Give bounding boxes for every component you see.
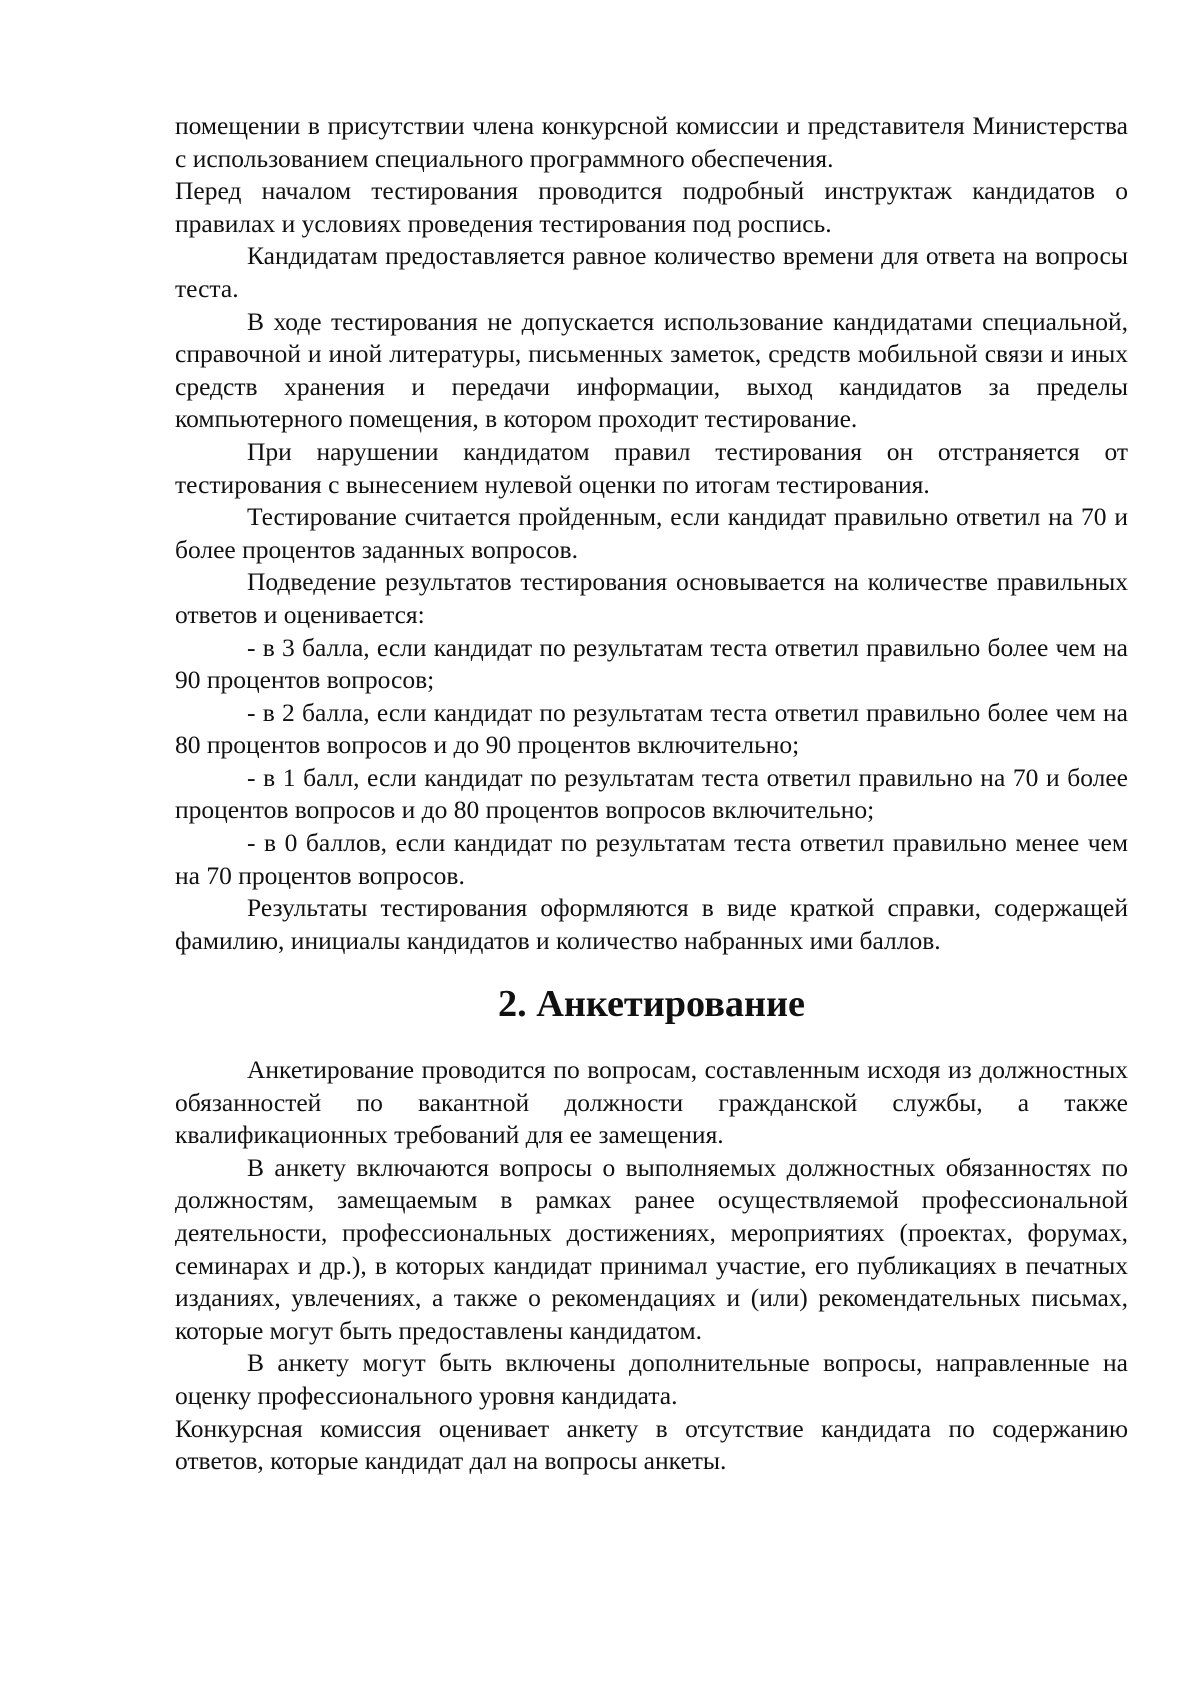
paragraph: Кандидатам предоставляется равное количество времени для ответа на вопросы теста. bbox=[175, 241, 1128, 303]
paragraph: Перед началом тестирования проводится подробный инструктаж кандидатов о правилах и условиях проведения тестирования под роспись. bbox=[175, 176, 1128, 238]
paragraph: В анкету включаются вопросы о выполняемых должностных обязанностях по должностям, замещаемым в рамках ранее осуществляемой профессиональной деятельности, профессиональных достижениях, мероприятиях (проектах, форумах, семинарах и др.), в которых кандидат принимал участие, его публикациях в печатных изданиях, увлечениях, а также о рекомендациях и (или) рекомендательных письмах, которые могут быть предоставлены кандидатом. bbox=[175, 1152, 1128, 1345]
paragraph: Результаты тестирования оформляются в виде краткой справки, содержащей фамилию, инициалы кандидатов и количество набранных ими баллов. bbox=[175, 893, 1128, 955]
list-item-score-3: - в 3 балла, если кандидат по результатам теста ответил правильно более чем на 90 процентов вопросов; bbox=[175, 632, 1128, 695]
paragraph: Тестирование считается пройденным, если кандидат правильно ответил на 70 и более процентов заданных вопросов. bbox=[175, 502, 1128, 564]
paragraph: Конкурсная комиссия оценивает анкету в отсутствие кандидата по содержанию ответов, которые кандидат дал на вопросы анкеты. bbox=[175, 1413, 1128, 1476]
paragraph: помещении в присутствии члена конкурсной комиссии и представителя Министерства с использованием специального программного обеспечения. bbox=[175, 111, 1128, 173]
list-item-score-1: - в 1 балл, если кандидат по результатам теста ответил правильно на 70 и более процентов вопросов и до 80 процентов вопросов включительно; bbox=[175, 762, 1128, 825]
paragraph: Подведение результатов тестирования основывается на количестве правильных ответов и оценивается: bbox=[175, 567, 1128, 629]
paragraph: В анкету могут быть включены дополнительные вопросы, направленные на оценку профессионального уровня кандидата. bbox=[175, 1348, 1128, 1410]
paragraph: При нарушении кандидатом правил тестирования он отстраняется от тестирования с вынесением нулевой оценки по итогам тестирования. bbox=[175, 436, 1128, 499]
section-heading: 2. Анкетирование bbox=[497, 983, 806, 1026]
paragraph: Анкетирование проводится по вопросам, составленным исходя из должностных обязанностей по вакантной должности гражданской службы, а также квалификационных требований для ее замещения. bbox=[175, 1055, 1128, 1150]
section-questionnaire bbox=[175, 1054, 1128, 1478]
list-item-score-0: - в 0 баллов, если кандидат по результатам теста ответил правильно менее чем на 70 процентов вопросов. bbox=[175, 828, 1128, 890]
document-page bbox=[175, 110, 1128, 1478]
section-testing bbox=[175, 110, 1128, 957]
paragraph: В ходе тестирования не допускается использование кандидатами специальной, справочной и иной литературы, письменных заметок, средств мобильной связи и иных средств хранения и передачи информации, выход кандидатов за пределы компьютерного помещения, в котором проходит тестирование. bbox=[175, 306, 1128, 434]
list-item-score-2: - в 2 балла, если кандидат по результатам теста ответил правильно более чем на 80 процентов вопросов и до 90 процентов включительно; bbox=[175, 697, 1128, 760]
